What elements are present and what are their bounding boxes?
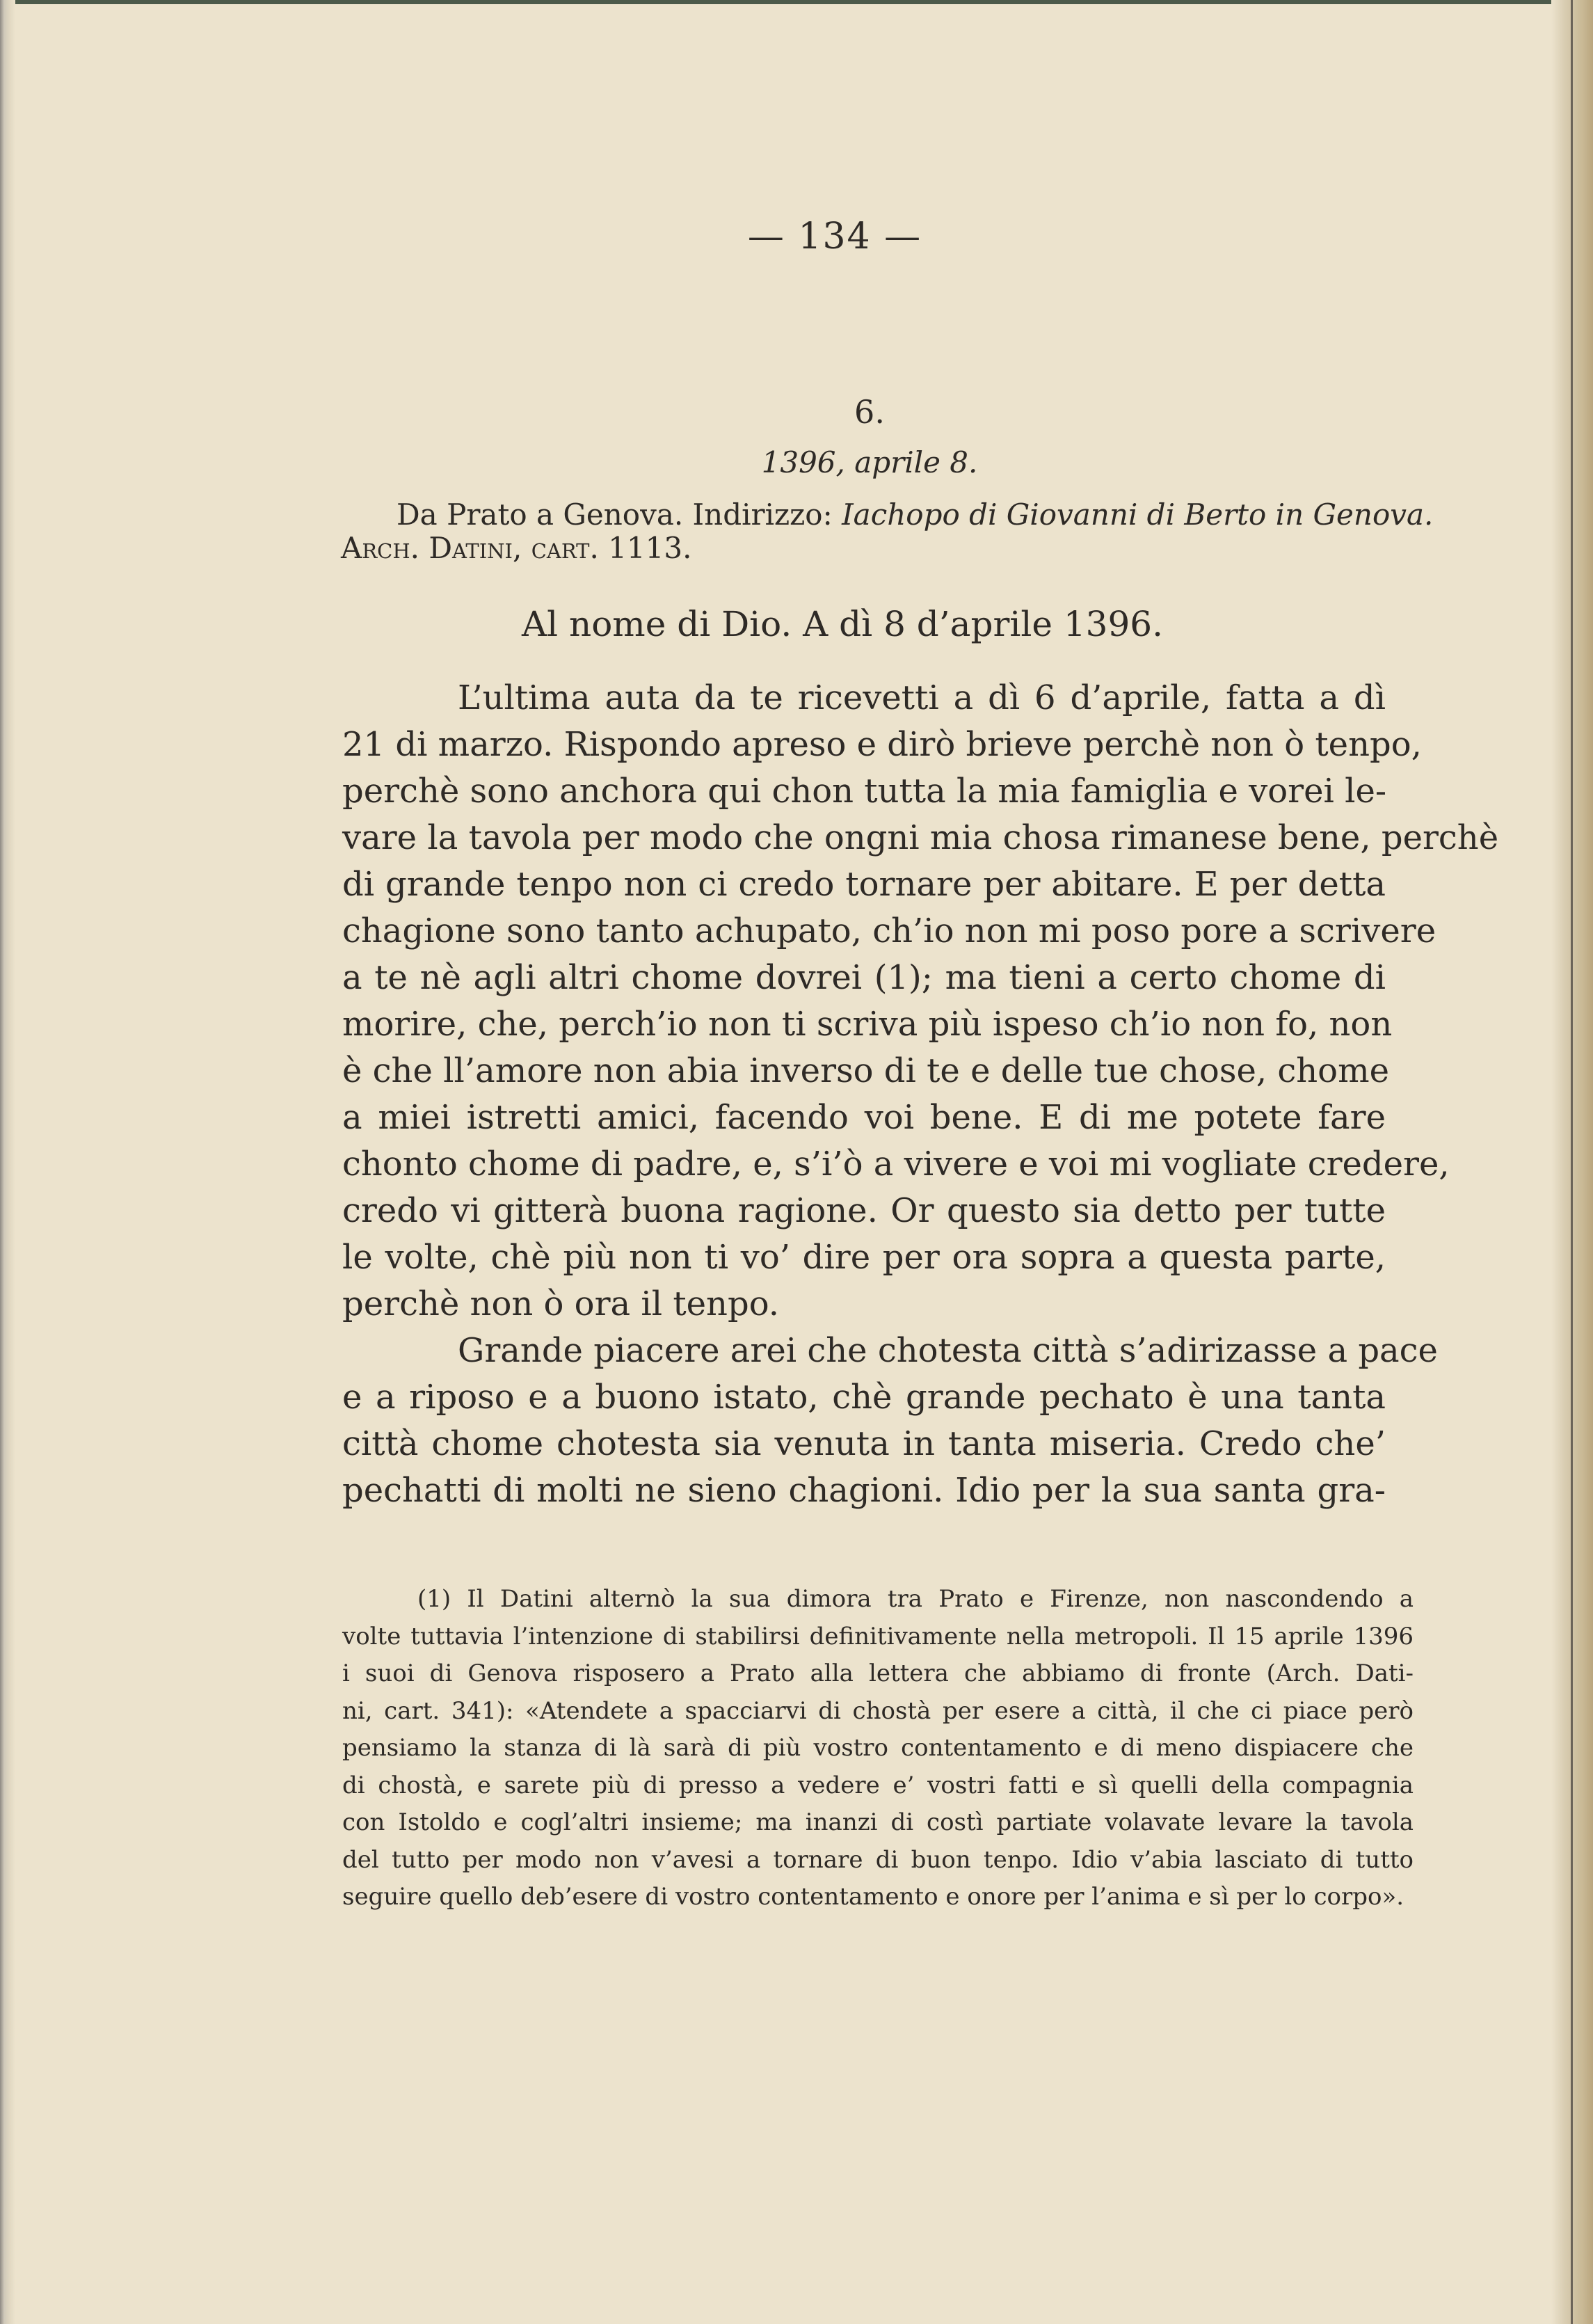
body-line: chagione sono tanto achupato, ch’io non mi poso pore a scrivere xyxy=(342,912,1436,950)
letter-date: 1396, aprile 8. xyxy=(761,445,978,479)
top-edge-band xyxy=(15,0,1553,4)
body-line: perchè sono anchora qui chon tutta la mia famiglia e vorei le- xyxy=(342,772,1387,811)
body-line: perchè non ò ora il tenpo. xyxy=(342,1284,780,1323)
body-line: morire, che, perch’io non ti scriva più ispeso ch’io non fo, non xyxy=(342,1005,1393,1044)
body-line: credo vi gitterà buona ragione. Or questo sia detto per tutte xyxy=(342,1191,1386,1230)
body-line: a miei istretti amici, facendo voi bene. E di me potete fare xyxy=(342,1098,1386,1137)
body-line: 21 di marzo. Rispondo apreso e dirò brieve perchè non ò tenpo, xyxy=(342,725,1422,764)
archive-reference: Arch. Datini, cart. 1113. xyxy=(341,531,692,565)
footnote-line: ni, cart. 341): «Atendete a spacciarvi di chostà per esere a città, il che ci piace però xyxy=(342,1697,1414,1725)
footnote-line: i suoi di Genova risposero a Prato alla lettera che abbiamo di fronte (Arch. Dati- xyxy=(342,1660,1414,1687)
footnote-line: del tutto per modo non v’avesi a tornare di buon tenpo. Idio v’abia lasciato di tutto xyxy=(342,1846,1414,1874)
footnote-line: seguire quello deb’esere di vostro contentamento e onore per l’anima e sì per lo corpo». xyxy=(342,1883,1404,1911)
body-line: a te nè agli altri chome dovrei (1); ma tieni a certo chome di xyxy=(342,958,1386,997)
footnote-line: di chostà, e sarete più di presso a vedere e’ vostri fatti e sì quelli della compagnia xyxy=(342,1772,1414,1799)
body-line: vare la tavola per modo che ongni mia chosa rimanese bene, perchè xyxy=(342,818,1499,857)
page-number: — 134 — xyxy=(747,216,922,257)
body-line: chonto chome di padre, e, s’i’ò a vivere e voi mi vogliate credere, xyxy=(342,1145,1450,1184)
body-line: Grande piacere arei che chotesta città s’adirizasse a pace xyxy=(458,1331,1438,1370)
salutation: Al nome di Dio. A dì 8 d’aprile 1396. xyxy=(522,604,1163,644)
footnote-line: con Istoldo e cogl’altri insieme; ma inanzi di costì partiate volavate levare la tavola xyxy=(342,1808,1414,1836)
footnote-line: pensiamo la stanza di là sarà di più vostro contentamento e di meno dispiacere che xyxy=(342,1734,1414,1762)
footnote-line: volte tuttavia l’intenzione di stabilirsi definitivamente nella metropoli. Il 15 aprile 1396 xyxy=(342,1623,1414,1650)
footnote-line: (1) Il Datini alternò la sua dimora tra Prato e Firenze, non nascondendo a xyxy=(417,1585,1414,1613)
body-line: e a riposo e a buono istato, chè grande pechato è una tanta xyxy=(342,1378,1386,1417)
body-line: pechatti di molti ne sieno chagioni. Idio per la sua santa gra- xyxy=(342,1471,1386,1510)
body-line: città chome chotesta sia venuta in tanta miseria. Credo che’ xyxy=(342,1424,1386,1463)
letter-address: Da Prato a Genova. Indirizzo: Iachopo di Giovanni di Berto in Genova. xyxy=(397,498,1434,532)
page-edge-rule xyxy=(1571,0,1573,2324)
section-number: 6. xyxy=(854,393,885,431)
body-line: le volte, chè più non ti vo’ dire per ora sopra a questa parte, xyxy=(342,1238,1386,1277)
body-line: L’ultima auta da te ricevetti a dì 6 d’aprile, fatta a dì xyxy=(458,678,1386,717)
binding-edge xyxy=(0,0,15,2324)
body-line: di grande tenpo non ci credo tornare per abitare. E per detta xyxy=(342,865,1386,904)
body-line: è che ll’amore non abia inverso di te e delle tue chose, chome xyxy=(342,1051,1389,1090)
